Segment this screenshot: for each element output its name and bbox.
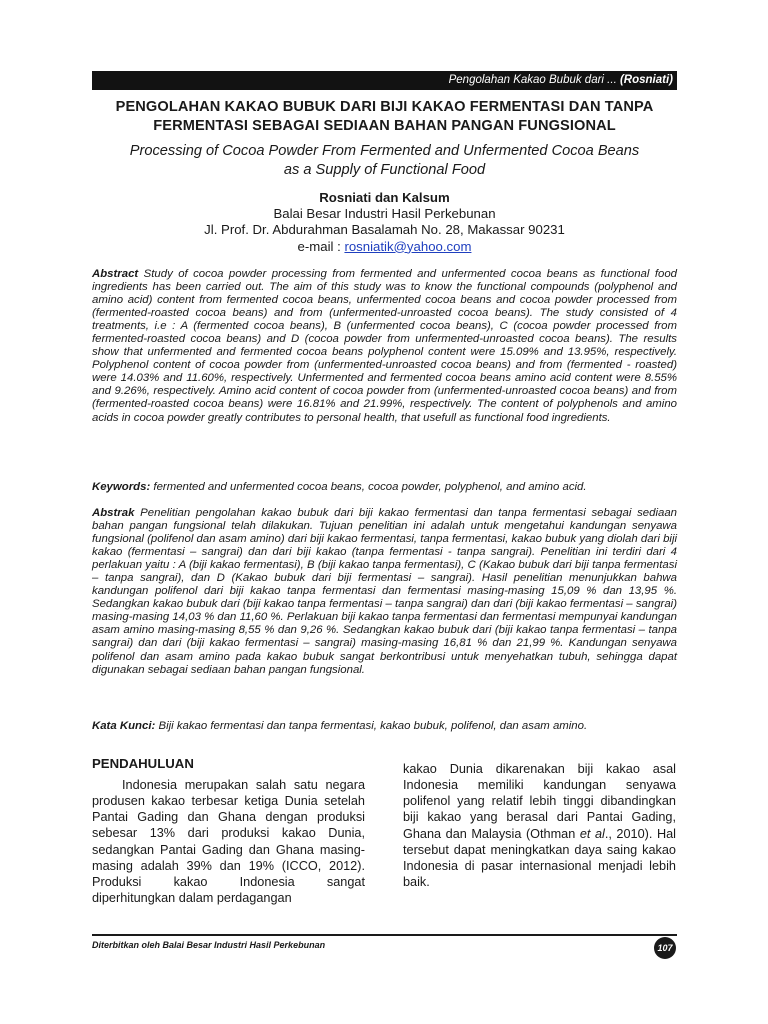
author-block [92,190,677,255]
keywords-text: fermented and unfermented cocoa beans, cocoa powder, polyphenol, and amino acid. [153,481,587,493]
email-link[interactable]: rosniatik@yahoo.com [344,238,472,254]
subtitle-line-2: as a Supply of Functional Food [283,162,486,178]
kata-kunci-text: Biji kakao fermentasi dan tanpa fermentasi, kakao bubuk, polifenol, dan asam amino. [158,720,588,732]
keywords-english [92,481,677,494]
abstract-label: Abstract [92,268,139,280]
intro-right-text-b: ., 2010). Hal tersebut dapat meningkatkan daya saing kakao Indonesia di pasar internasional menjadi lebih baik. [403,826,676,890]
intro-left-text: Indonesia merupakan salah satu negara produsen kakao terbesar ketiga Dunia setelah Pantai Gading dan Ghana dengan produksi sebesar 13% dari produksi kakao Dunia, sedangkan Pantai Gading dan Ghana masing-masing adalah 39% dan 19% (ICCO, 2012). Produksi kakao Indonesia sangat diperhitungkan dalam perdagangan [92,778,365,906]
abstract-indonesian [92,507,677,677]
running-header [92,71,677,90]
running-author: (Rosniati) [619,74,673,86]
section-heading: PENDAHULUAN [92,756,194,771]
running-title: Pengolahan Kakao Bubuk dari ... [448,74,617,86]
subtitle-line-1: Processing of Cocoa Powder From Fermented and Unfermented Cocoa Beans [129,143,640,159]
title-line-2: FERMENTASI SEBAGAI SEDIAAN BAHAN PANGAN FUNGSIONAL [153,118,616,134]
paper-title [92,98,677,136]
keywords-indonesian [92,720,677,733]
et-al-text: et al [579,826,605,841]
keywords-label: Keywords: [92,481,151,493]
kata-kunci-label: Kata Kunci: [92,720,156,732]
intro-column-right [403,761,676,890]
abstract-text: Study of cocoa powder processing from fermented and unfermented cocoa beans as functional food ingredients has been carried out. The aim of this study was to know the functional compounds (polyphenol and amino acid) content from fermented cocoa beans, unfermented cocoa beans and cocoa powder processed from (fermented-roasted cocoa beans) and from (unfermented-unroasted cocoa beans). The study consisted of 4 treatments, i.e : A (fermented cocoa beans), B (unfermented cocoa beans), C (cocoa powder processed from fermented-roasted cocoa beans) and D (cocoa powder from unfermented-unroasted cocoa beans). The results show that unfermented and fermented cocoa beans polyphenol content were 15.09% and 13.95%, respectively. Polyphenol content of cocoa powder from (unfermented-unroasted cocoa beans) and from (fermented - roasted) were 14.03% and 11.60%, respectively. Unfermented and fermented cocoa beans amino acid content were 8.55% and 9.26%, respectively. Amino acid content of cocoa powder from (unfermented-unroasted cocoa beans) and from (fermented-roasted cocoa beans) were 16.81% and 21.99%, respectively. The content of polyphenols and amino acids in cocoa powder greatly contributes to personal health, that usefull as functional food ingredients. [92,268,677,424]
footer-divider [92,934,677,936]
abstrak-label: Abstrak [92,507,135,519]
abstrak-text: Penelitian pengolahan kakao bubuk dari biji kakao fermentasi dan tanpa fermentasi sebagai sediaan bahan pangan fungsional telah dilakukan. Tujuan penelitian ini adalah untuk mengetahui kandungan senyawa fungsional (polifenol dan asam amino) dari biji kakao fermentasi, tanpa fermentasi, kakao bubuk yang diolah dari biji kakao (fermentasi – sangrai) dan dari biji kakao (tanpa fermentasi - tanpa sangrai). Penelitian ini terdiri dari 4 perlakuan yaitu : A (biji kakao fermentasi), B (biji kakao tanpa fermentasi), C (Kakao bubuk dari biji tanpa fermentasi – tanpa sangrai), dan D (Kakao bubuk dari biji fermentasi – sangrai). Hasil penelitian menunjukkan bahwa kandungan polifenol dari biji kakao tanpa fermentasi dan fermentasi masing-masing 15,09 % dan 13,95 %. Sedangkan kakao bubuk dari (biji kakao tanpa fermentasi – tanpa sangrai) dan dari (biji kakao fermentasi – sangrai) masing-masing 14,03 % dan 11,60 %. Perlakuan biji kakao tanpa fermentasi dan fermentasi mempunyai kandungan asam amino masing-masing 8,55 % dan 9,26 %. Sedangkan kakao bubuk dari (biji kakao tanpa fermentasi – tanpa sangrai) dan dari (biji kakao fermentasi – sangrai) masing-masing 16,81 % dan 21,99 %. Kandungan senyawa polifenol dan asam amino pada kakao bubuk sangat berkontribusi untuk menyehatkan tubuh, sehingga dapat digunakan sebagai sediaan bahan pangan fungsional. [92,507,677,676]
intro-right-text-a: kakao Dunia dikarenakan biji kakao asal Indonesia memiliki kandungan senyawa polifenol yang relatif lebih tinggi dibandingkan biji kakao yang berasal dari Pantai Gading, Ghana dan Malaysia (Othman [403,762,676,841]
intro-column-left [92,777,365,906]
footer-publisher: Diterbitkan oleh Balai Besar Industri Hasil Perkebunan [92,940,326,950]
title-line-1: PENGOLAHAN KAKAO BUBUK DARI BIJI KAKAO FERMENTASI DAN TANPA [115,99,654,115]
author-names: Rosniati dan Kalsum [319,190,450,205]
author-institution: Balai Besar Industri Hasil Perkebunan [273,206,496,222]
email-label: e-mail : [297,238,341,254]
page-number-badge: 107 [654,937,676,959]
author-email-row [92,239,677,255]
abstract-english [92,268,677,425]
author-address: Jl. Prof. Dr. Abdurahman Basalamah No. 28, Makassar 90231 [204,222,565,238]
paper-subtitle [92,142,677,180]
